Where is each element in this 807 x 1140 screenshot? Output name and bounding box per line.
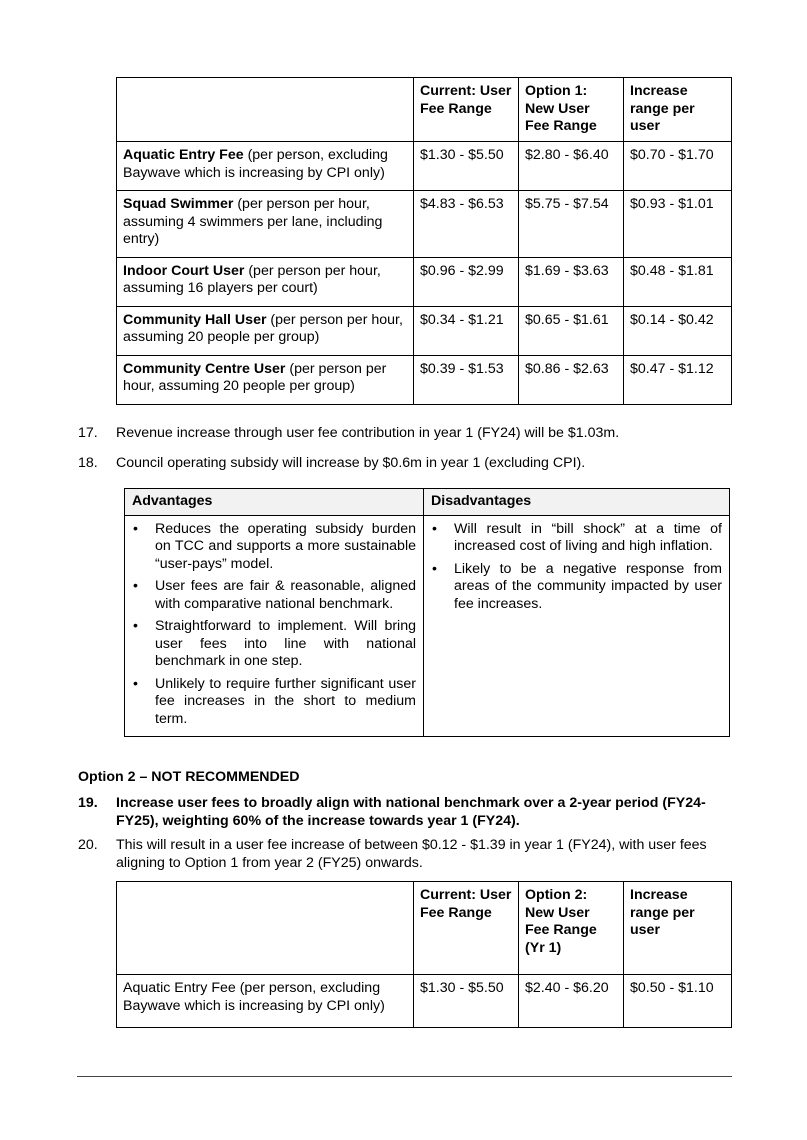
cell-option: $2.80 - $6.40 bbox=[519, 142, 624, 191]
cell-current: $1.30 - $5.50 bbox=[414, 142, 519, 191]
cell-option: $1.69 - $3.63 bbox=[519, 257, 624, 306]
paragraph-text: Revenue increase through user fee contribution in year 1 (FY24) will be $1.03m. bbox=[116, 425, 620, 441]
paragraph-text: Council operating subsidy will increase by $0.6m in year 1 (excluding CPI). bbox=[116, 455, 586, 471]
paragraph-number: 19. bbox=[78, 795, 98, 811]
table-header-row bbox=[117, 78, 732, 142]
table-header-row bbox=[125, 489, 730, 516]
list-item-text: Likely to be a negative response from areas of the community impacted by user fee increases. bbox=[454, 560, 722, 612]
cell-increase: $0.14 - $0.42 bbox=[624, 306, 732, 355]
list-item bbox=[129, 578, 416, 613]
row-label bbox=[117, 355, 414, 404]
row-label-detail: (per person per hour, assuming 4 swimmers per lane, including entry) bbox=[123, 196, 383, 247]
table-row bbox=[117, 355, 732, 404]
paragraph-number: 17. bbox=[78, 425, 98, 441]
list-item-text: Will result in “bill shock” at a time of increased cost of living and high inflation. bbox=[454, 520, 722, 554]
advantages-disadvantages-table bbox=[124, 488, 730, 737]
table-row bbox=[117, 191, 732, 258]
header-cell-empty bbox=[117, 78, 414, 142]
row-label-name: Aquatic Entry Fee bbox=[123, 147, 244, 163]
list-item bbox=[428, 561, 722, 614]
bullet-icon: • bbox=[432, 520, 437, 537]
row-label bbox=[117, 191, 414, 258]
cell-option: $5.75 - $7.54 bbox=[519, 191, 624, 258]
row-label-name: Indoor Court User bbox=[123, 262, 245, 279]
bullet-icon: • bbox=[432, 560, 437, 577]
row-label-name: Community Centre User bbox=[123, 360, 286, 377]
row-label-detail: (per person per hour, assuming 20 people per group) bbox=[123, 311, 403, 345]
list-item-text: Straightforward to implement. Will bring user fees into line with national benchmark in one step. bbox=[155, 618, 416, 669]
row-label-name: Community Hall User bbox=[123, 311, 267, 328]
header-increase-range: Increase range per user bbox=[624, 882, 732, 975]
disadvantages-header: Disadvantages bbox=[424, 489, 730, 516]
paragraph-text: Increase user fees to broadly align with national benchmark over a 2-year period (FY24-FY25), weighting 60% of the increase towards year 1 (FY24). bbox=[116, 795, 706, 829]
bullet-icon: • bbox=[133, 675, 138, 692]
header-current-range: Current: User Fee Range bbox=[414, 882, 519, 975]
cell-increase: $0.48 - $1.81 bbox=[624, 257, 732, 306]
row-label: Aquatic Entry Fee (per person, excluding Baywave which is increasing by CPI only) bbox=[117, 975, 414, 1028]
advantages-cell bbox=[125, 515, 424, 737]
option-2-heading: Option 2 – NOT RECOMMENDED bbox=[78, 769, 300, 785]
disadvantages-list bbox=[428, 521, 722, 614]
list-item bbox=[129, 676, 416, 729]
cell-increase: $0.93 - $1.01 bbox=[624, 191, 732, 258]
footer-divider bbox=[77, 1076, 732, 1077]
list-item bbox=[129, 618, 416, 671]
cell-current: $0.34 - $1.21 bbox=[414, 306, 519, 355]
header-cell-empty bbox=[117, 882, 414, 975]
list-item-text: User fees are fair & reasonable, aligned with comparative national benchmark. bbox=[155, 578, 416, 612]
fee-comparison-table-option-2 bbox=[116, 881, 732, 1028]
table-row bbox=[117, 975, 732, 1028]
cell-increase: $0.50 - $1.10 bbox=[624, 975, 732, 1028]
cell-current: $0.39 - $1.53 bbox=[414, 355, 519, 404]
cell-current: $4.83 - $6.53 bbox=[414, 191, 519, 258]
list-item bbox=[428, 521, 722, 556]
table-row bbox=[117, 257, 732, 306]
row-label-detail: (per person per hour, assuming 20 people per group) bbox=[123, 360, 387, 394]
list-item-text: Unlikely to require further significant user fee increases in the short to medium term. bbox=[155, 675, 416, 727]
row-label-detail: (per person per hour, assuming 16 players per court) bbox=[123, 262, 381, 296]
header-option2-range: Option 2: New User Fee Range (Yr 1) bbox=[519, 882, 624, 975]
paragraph-text: This will result in a user fee increase of between $0.12 - $1.39 in year 1 (FY24), with user fees aligning to Option 1 from year 2 (FY25) onwards. bbox=[116, 837, 707, 871]
advantages-header: Advantages bbox=[125, 489, 424, 516]
row-label-detail: (per person, excluding Baywave which is increasing by CPI only) bbox=[123, 147, 388, 181]
cell-current: $0.96 - $2.99 bbox=[414, 257, 519, 306]
cell-current: $1.30 - $5.50 bbox=[414, 975, 519, 1028]
disadvantages-cell bbox=[424, 515, 730, 737]
header-current-range: Current: User Fee Range bbox=[414, 78, 519, 142]
table-row bbox=[117, 306, 732, 355]
bullet-icon: • bbox=[133, 618, 138, 634]
row-label bbox=[117, 257, 414, 306]
cell-increase: $0.70 - $1.70 bbox=[624, 142, 732, 191]
cell-option: $0.86 - $2.63 bbox=[519, 355, 624, 404]
advantages-list bbox=[129, 521, 416, 729]
table-row bbox=[125, 515, 730, 737]
cell-option: $2.40 - $6.20 bbox=[519, 975, 624, 1028]
fee-comparison-table-option-1 bbox=[116, 77, 732, 405]
header-option1-range: Option 1: New User Fee Range bbox=[519, 78, 624, 142]
cell-increase: $0.47 - $1.12 bbox=[624, 355, 732, 404]
row-label-name: Squad Swimmer bbox=[123, 196, 234, 212]
bullet-icon: • bbox=[133, 578, 138, 594]
paragraph-number: 20. bbox=[78, 837, 98, 853]
cell-option: $0.65 - $1.61 bbox=[519, 306, 624, 355]
list-item bbox=[129, 521, 416, 574]
bullet-icon: • bbox=[133, 520, 138, 537]
row-label bbox=[117, 306, 414, 355]
table-row bbox=[117, 142, 732, 191]
paragraph-number: 18. bbox=[78, 455, 98, 471]
header-increase-range: Increase range per user bbox=[624, 78, 732, 142]
table-header-row bbox=[117, 882, 732, 975]
row-label bbox=[117, 142, 414, 191]
list-item-text: Reduces the operating subsidy burden on TCC and supports a more sustainable “user-pays” model. bbox=[155, 520, 416, 572]
